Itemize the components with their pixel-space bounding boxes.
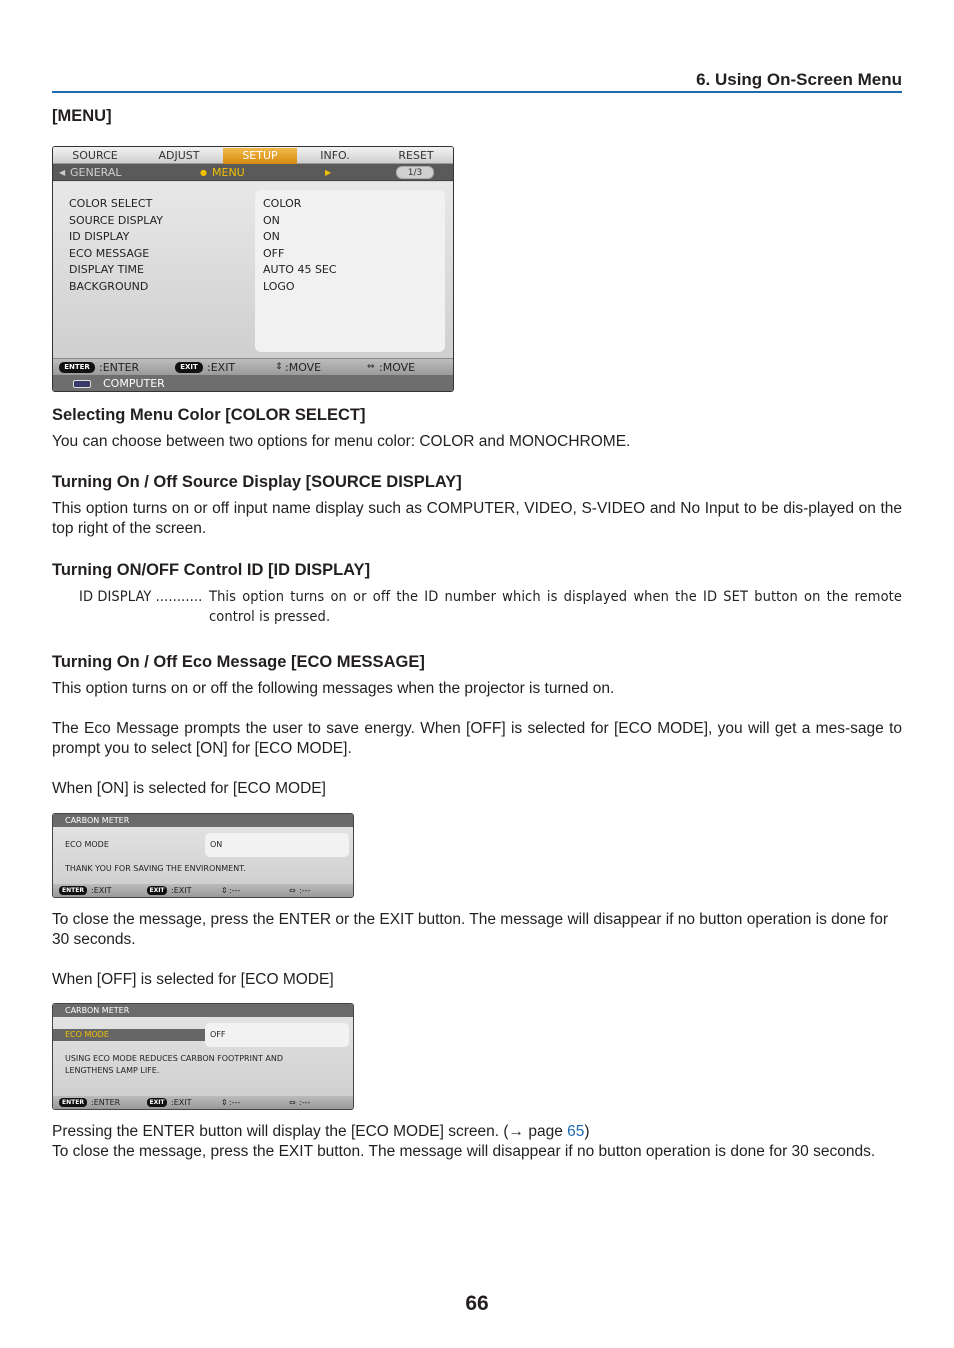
osd-value-display-time[interactable]: AUTO 45 SEC (263, 263, 337, 276)
text-eco-message-1: This option turns on or off the following messages when the projector is turned on. (52, 680, 615, 697)
exit-key-icon: EXIT (175, 362, 203, 373)
osd-tab-info[interactable]: INFO. (320, 149, 350, 162)
eco-on-label[interactable]: ECO MODE (65, 840, 109, 849)
osd-tab-setup[interactable]: SETUP (223, 148, 297, 164)
up-down-arrow-icon: ⇕ (221, 1098, 228, 1107)
eco-off-footer-m2: :--- (299, 1098, 311, 1107)
chapter-header: 6. Using On-Screen Menu (696, 70, 902, 89)
computer-input-icon (73, 380, 91, 388)
left-right-arrow-icon: ⇔ (289, 886, 296, 895)
osd-value-color-select[interactable]: COLOR (263, 197, 302, 210)
osd-item-id-display[interactable]: ID DISPLAY (69, 230, 130, 243)
osd-footer-enter: :ENTER (99, 361, 140, 374)
heading-color-select: Selecting Menu Color [COLOR SELECT] (52, 406, 366, 424)
menu-heading: [MENU] (52, 107, 112, 125)
osd-subtab-general[interactable]: GENERAL (70, 166, 122, 179)
text-source-display: This option turns on or off input name display such as COMPUTER, VIDEO, S-VIDEO and No Input to be dis-played on the top right of the screen. (52, 500, 902, 537)
text-after-eco-off-1-post: ) (584, 1123, 590, 1140)
osd-tab-source[interactable]: SOURCE (72, 149, 118, 162)
eco-on-message: THANK YOU FOR SAVING THE ENVIRONMENT. (65, 864, 246, 873)
osd-footer-exit: :EXIT (207, 361, 236, 374)
heading-source-display: Turning On / Off Source Display [SOURCE DISPLAY] (52, 473, 462, 491)
eco-on-value-box[interactable] (205, 833, 349, 857)
term-id-display: ID DISPLAY ........... (79, 589, 203, 605)
page-number: 66 (465, 1292, 489, 1315)
eco-off-message-1: USING ECO MODE REDUCES CARBON FOOTPRINT AND (65, 1054, 283, 1063)
osd-sub-tab-bar (53, 164, 453, 181)
osd-status-source: COMPUTER (103, 377, 165, 390)
osd-setup-menu (52, 146, 454, 392)
eco-on-value: ON (210, 840, 223, 849)
eco-on-footer-exit1: :EXIT (91, 886, 112, 895)
exit-key-icon: EXIT (147, 1098, 167, 1107)
text-color-select: You can choose between two options for menu color: COLOR and MONOCHROME. (52, 433, 631, 450)
eco-off-value-box[interactable] (205, 1023, 349, 1047)
eco-off-label[interactable]: ECO MODE (65, 1030, 109, 1039)
osd-value-background[interactable]: LOGO (263, 280, 295, 293)
eco-on-title: CARBON METER (53, 814, 353, 827)
text-eco-message-2: The Eco Message prompts the user to save energy. When [OFF] is selected for [ECO MODE], you will get a mes-sage to prompt you to select [ON] for [ECO MODE]. (52, 720, 902, 757)
osd-item-background[interactable]: BACKGROUND (69, 280, 149, 293)
eco-on-footer-m1: :--- (229, 886, 241, 895)
text-after-eco-off-2: To close the message, press the EXIT button. The message will disappear if no button operation is done for 30 seconds. (52, 1143, 876, 1160)
eco-off-footer-m1: :--- (229, 1098, 241, 1107)
osd-item-source-display[interactable]: SOURCE DISPLAY (69, 214, 164, 227)
header-rule (52, 91, 902, 93)
eco-off-value: OFF (210, 1030, 226, 1039)
eco-off-footer-exit: :EXIT (171, 1098, 192, 1107)
osd-value-id-display[interactable]: ON (263, 230, 280, 243)
eco-on-footer-exit2: :EXIT (171, 886, 192, 895)
caption-eco-off: When [OFF] is selected for [ECO MODE] (52, 971, 334, 988)
exit-key-icon: EXIT (147, 886, 167, 895)
eco-off-footer (53, 1096, 353, 1109)
heading-id-display: Turning ON/OFF Control ID [ID DISPLAY] (52, 561, 371, 579)
up-down-arrow-icon: ⇕ (275, 362, 283, 372)
osd-page-indicator: 1/3 (396, 166, 434, 179)
bullet-icon: ● (200, 168, 207, 177)
osd-tab-bar (53, 147, 453, 164)
definition-id-display: This option turns on or off the ID number which is displayed when the ID SET button on the remote control is pressed. (209, 589, 902, 625)
osd-value-panel (255, 190, 445, 352)
osd-tab-reset[interactable]: RESET (398, 149, 434, 162)
osd-footer (53, 358, 453, 375)
page-link-65[interactable]: 65 (567, 1123, 585, 1140)
eco-on-panel (52, 813, 354, 898)
osd-footer-move-lr: :MOVE (379, 361, 416, 374)
text-after-eco-off-1-pre: Pressing the ENTER button will display the [ECO MODE] screen. (→ page (52, 1123, 568, 1140)
chevron-left-icon[interactable]: ◀ (59, 168, 66, 177)
osd-status-bar (53, 375, 453, 392)
eco-off-footer-enter: :ENTER (91, 1098, 121, 1107)
eco-on-footer (53, 884, 353, 897)
text-after-eco-on: To close the message, press the ENTER or the EXIT button. The message will disappear if no button operation is done for 30 seconds. (52, 911, 889, 948)
left-right-arrow-icon: ⇔ (367, 362, 375, 372)
eco-off-title: CARBON METER (53, 1004, 353, 1017)
caption-eco-on: When [ON] is selected for [ECO MODE] (52, 780, 326, 797)
osd-subtab-menu[interactable]: MENU (212, 166, 245, 179)
osd-value-source-display[interactable]: ON (263, 214, 280, 227)
heading-eco-message: Turning On / Off Eco Message [ECO MESSAGE] (52, 653, 425, 671)
osd-menu-body (53, 182, 453, 358)
osd-item-eco-message[interactable]: ECO MESSAGE (69, 247, 150, 260)
osd-footer-move-ud: :MOVE (285, 361, 322, 374)
eco-off-panel (52, 1003, 354, 1110)
osd-item-display-time[interactable]: DISPLAY TIME (69, 263, 145, 276)
eco-off-message-2: LENGTHENS LAMP LIFE. (65, 1066, 160, 1075)
osd-tab-adjust[interactable]: ADJUST (158, 149, 200, 162)
up-down-arrow-icon: ⇕ (221, 886, 228, 895)
enter-key-icon: ENTER (59, 886, 87, 895)
chevron-right-icon[interactable]: ▶ (325, 168, 332, 177)
enter-key-icon: ENTER (59, 362, 95, 373)
enter-key-icon: ENTER (59, 1098, 87, 1107)
text-after-eco-off-1 (52, 1122, 902, 1142)
left-right-arrow-icon: ⇔ (289, 1098, 296, 1107)
osd-value-eco-message[interactable]: OFF (263, 247, 285, 260)
osd-item-color-select[interactable]: COLOR SELECT (69, 197, 153, 210)
eco-on-footer-m2: :--- (299, 886, 311, 895)
